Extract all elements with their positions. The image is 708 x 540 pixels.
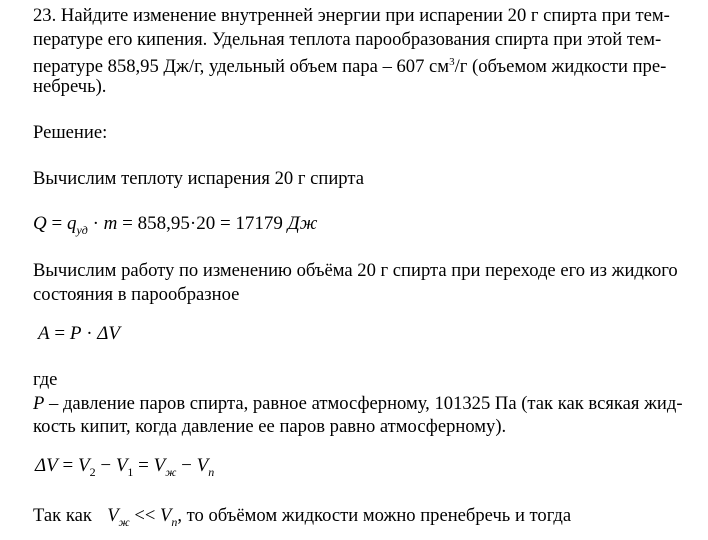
formula1-dot2: · [189,213,197,234]
last-prefix: Так как [33,505,92,526]
formula1-b: 20 [196,213,216,234]
formula-volume [35,454,214,484]
last-suffix: , то объёмом жидкости можно пренебречь и тогда [177,505,572,526]
problem-line-3 [33,51,666,79]
step2-line-1: Вычислим работу по изменению объёма 20 г спирта при переходе его из жидкого [33,260,678,281]
formula2-dV: ΔV [97,323,121,344]
where-label: где [33,369,58,390]
formula3-minus1: − [100,455,112,476]
formula1-q-sub: уд [76,223,88,237]
step2-line-2: состояния в парообразное [33,283,240,305]
formula-work [38,322,120,346]
formula2-A: A [38,323,50,344]
formula1-dot: · [92,213,99,234]
formula1-q: q [66,213,77,234]
formula-heat [33,212,317,242]
formula3-minus2: − [181,455,192,476]
last-line [33,504,571,535]
formula3-Vp: V [196,455,209,476]
problem-line-3-tail: /г (объемом жидкости пре- [454,56,667,78]
solution-label: Решение: [33,122,108,143]
formula3-eq2: = [138,455,149,476]
formula1-result: 17179 [235,213,283,234]
problem-line-2: пературе его кипения. Удельная теплота парообразования спирта при этой тем- [33,28,662,50]
formula1-eq3: = [219,213,231,234]
where-P: P [33,392,45,414]
formula1-eq2: = [122,213,133,234]
formula2-P: P [69,323,82,344]
step1-text: Вычислим теплоту испарения 20 г спирта [33,168,364,189]
formula3-V1: V [115,455,128,476]
formula2-eq: = [54,323,66,344]
formula1-unit: Дж [287,213,318,234]
formula3-s2: 2 [89,465,96,479]
formula3-s1: 1 [127,465,134,479]
problem-line-3-text: пературе 858,95 Дж/г, удельный объем пара – 607 см [33,56,450,78]
formula3-sp: п [208,465,215,479]
formula1-m: m [103,213,118,234]
formula3-szh: ж [165,465,177,479]
formula3-Vzh: V [153,455,166,476]
last-V2: V [160,505,172,526]
problem-line-3-sup: 3 [449,56,455,68]
where-line-1 [33,392,683,416]
formula3-dV: ΔV [35,455,58,476]
last-s1: ж [118,515,130,529]
formula1-a: 858,95 [137,213,190,234]
last-s2: п [171,515,178,529]
formula1-eq1: = [51,213,63,234]
last-V1: V [107,505,119,526]
formula2-dot: · [86,323,93,344]
last-rel: << [134,505,156,526]
problem-line-4: небречь). [33,75,107,97]
problem-line-1: 23. Найдите изменение внутренней энергии при испарении 20 г спирта при тем- [33,5,670,26]
where-line-1-text: – давление паров спирта, равное атмосферному, 101325 Па (так как всякая жид- [49,392,683,414]
where-line-2: кость кипит, когда давление ее паров равно атмосферному). [33,416,507,437]
formula3-V2: V [77,455,90,476]
formula3-eq1: = [62,455,74,476]
formula1-Q: Q [33,213,47,234]
